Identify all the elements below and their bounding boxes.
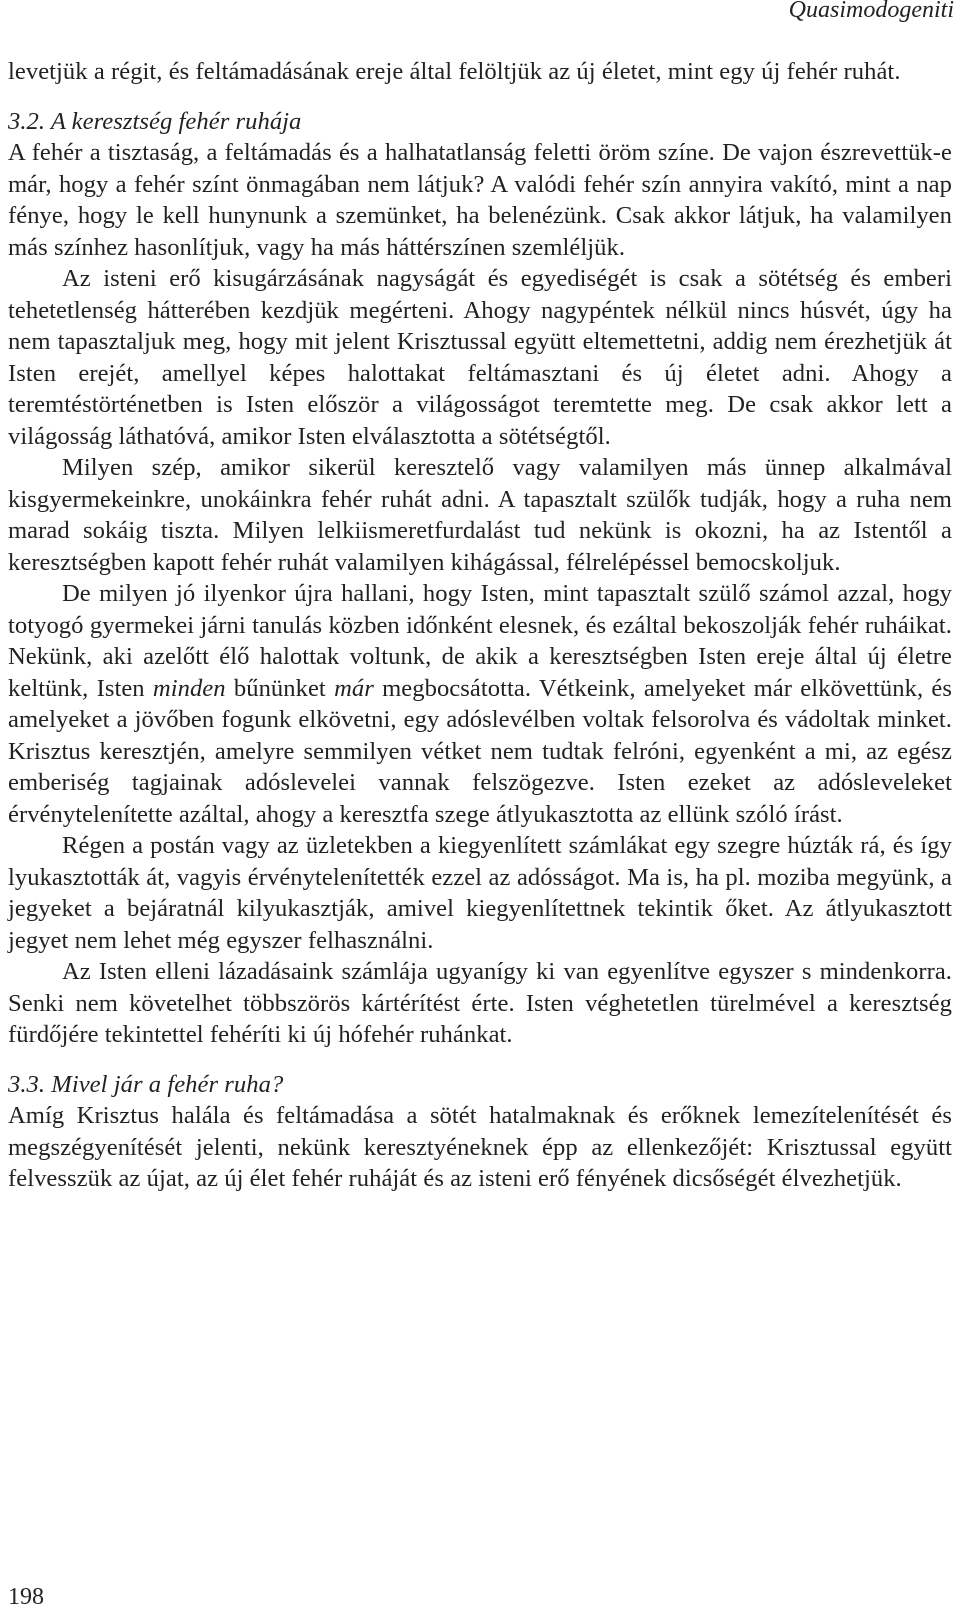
section-heading-3-3: 3.3. Mivel jár a fehér ruha? — [8, 1070, 284, 1098]
paragraph-continuation: levetjük a régit, és feltámadásának ereje által felöltjük az új életet, mint egy új fehér ruhát. — [8, 58, 901, 85]
page-body — [8, 56, 952, 1195]
section-heading-3-2: 3.2. A keresztség fehér ruhája — [8, 107, 302, 135]
paragraph: Milyen szép, amikor sikerül keresztelő vagy valamilyen más ünnep alkalmával kisgyermekeinkre, unokáinkra fehér ruhát adni. A tapasztalt szülők tudják, hogy a ruha nem marad sokáig tiszta. Milyen lelkiismeretfurdalást tud nekünk is okozni, ha az Istentől a keresztségben kapott fehér ruhát valamilyen kihágással, félrelépéssel bemocskoljuk. — [8, 454, 952, 576]
emphasis-text: már — [334, 674, 374, 702]
paragraph: Amíg Krisztus halála és feltámadása a sötét hatalmaknak és erőknek lemezítelenítését és megszégyenítését jelenti, nekünk keresztyéneknek épp az ellenkezőjét: Krisztussal együtt felvesszük az újat, az új élet fehér ruháját és az isteni erő fényének dicsőségét élvezhetjük. — [8, 1102, 952, 1192]
paragraph: A fehér a tisztaság, a feltámadás és a halhatatlanság feletti öröm színe. De vajon észrevettük-e már, hogy a fehér színt önmagában nem látjuk? A valódi fehér szín annyira vakító, mint a nap fénye, hogy le kell hunynunk a szemünket, ha belenézünk. Csak akkor látjuk, ha valamilyen más színhez hasonlítjuk, vagy ha más háttérszínen szemléljük. — [8, 139, 952, 261]
page-number: 198 — [8, 1584, 44, 1610]
header-title: Quasimodogeniti — [788, 0, 954, 23]
paragraph-text: bűnünket — [225, 674, 335, 702]
paragraph: Régen a postán vagy az üzletekben a kiegyenlített számlákat egy szegre húzták rá, és így lyukasztották át, vagyis érvénytelenítették ezzel az adósságot. Ma is, ha pl. moziba megyünk, a jegyeket a bejáratnál kilyukasztják, amivel kiegyenlítettnek tekintik őket. Az átlyukasztott jegyet nem lehet még egyszer felhasználni. — [8, 832, 952, 954]
paragraph — [8, 578, 952, 830]
emphasis-text: minden — [152, 674, 226, 702]
paragraph-text: De milyen jó ilyenkor újra hallani, hogy Isten, mint tapasztalt szülő számol azzal, hogy totyogó gyermekei járni tanulás közben időnként elesnek, és ezáltal bekoszolják fehér ruháikat. Nekünk, aki azelőtt élő halottak voltunk, de akik a keresztségben Isten ereje által új életre keltünk, Isten — [8, 580, 952, 702]
paragraph: Az Isten elleni lázadásaink számlája ugyanígy ki van egyenlítve egyszer s mindenkorra. Senki nem követelhet többszörös kártérítést érte. Isten véghetetlen türelmével a keresztség fürdőjére tekintettel fehéríti ki új hófehér ruhánkat. — [8, 958, 952, 1048]
paragraph: Az isteni erő kisugárzásának nagyságát és egyediségét is csak a sötétség és emberi tehetetlenség hátterében kezdjük megérteni. Ahogy nagypéntek nélkül nincs húsvét, úgy ha nem tapasztaljuk meg, hogy mit jelent Krisztussal együtt eltemettetni, addig nem érezhetjük át Isten erejét, amellyel képes halottakat feltámasztani és új életet adni. Ahogy a teremtéstörténetben is Isten először a világosságot teremtette meg. De csak akkor lett a világosság láthatóvá, amikor Isten elválasztotta a sötétségtől. — [8, 265, 952, 450]
paragraph-text: megbocsátotta. Vétkeink, amelyeket már elkövettünk, és amelyeket a jövőben fogunk elkövetni, egy adóslevélben voltak felsorolva és vádoltak minket. Krisztus keresztjén, amelyre semmilyen vétket nem tudtak felróni, egyenként a mi, az egész emberiség tagjainak adóslevelei vannak felszögezve. Isten ezeket az adósleveleket érvénytelenítette azáltal, ahogy a keresztfa szege átlyukasztotta az ellünk szóló írást. — [8, 674, 952, 828]
